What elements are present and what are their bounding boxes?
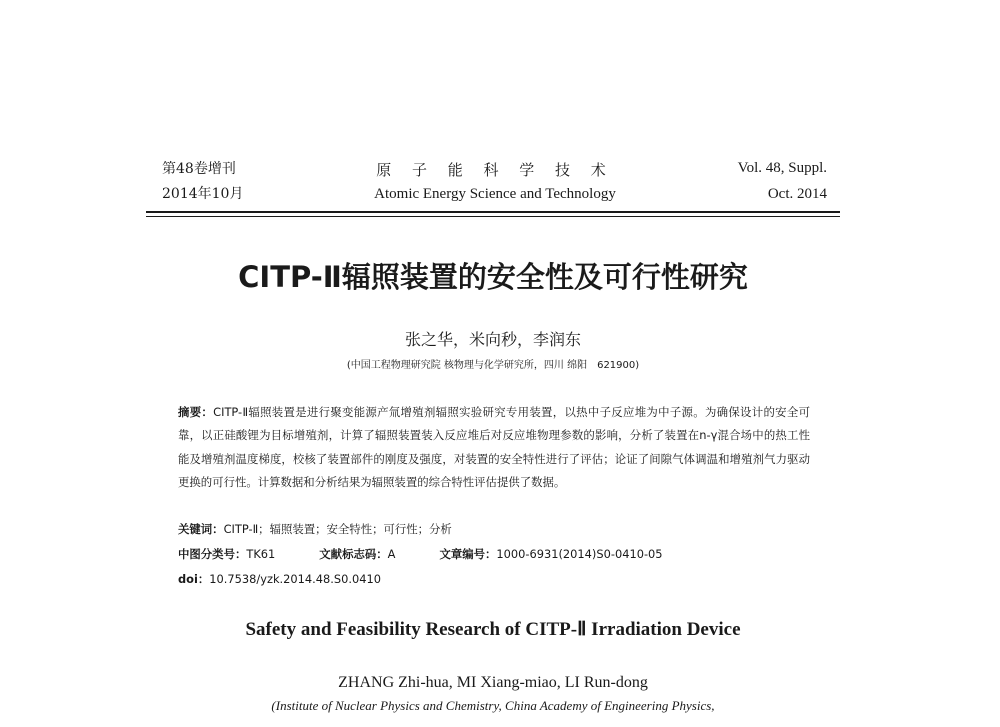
affiliation-en: (Institute of Nuclear Physics and Chemistry, China Academy of Engineering Physics, (271, 698, 715, 713)
date-cn: 2014年10月 (162, 186, 244, 202)
volume-en: Vol. 48, Suppl. (737, 160, 827, 176)
paper-title-cn: CITP-Ⅱ辐照装置的安全性及可行性研究 (238, 260, 748, 294)
article-no-label: 文章编号： (439, 547, 497, 561)
clc-value: TK61 (246, 547, 276, 561)
keywords-line (178, 521, 452, 537)
article-no-value: 1000-6931(2014)S0-0410-05 (496, 547, 663, 561)
doc-code-label: 文献标志码： (319, 547, 388, 561)
doi-value: 10.7538/yzk.2014.48.S0.0410 (209, 572, 381, 586)
affiliation-cn: (中国工程物理研究院 核物理与化学研究所，四川 绵阳 621900) (346, 360, 640, 371)
keywords-text: CITP-Ⅱ；辐照装置；安全特性；可行性；分析 (223, 522, 452, 536)
doi-label: doi： (178, 572, 210, 586)
doi-line (178, 571, 381, 587)
date-en: Oct. 2014 (767, 186, 827, 202)
authors-en: ZHANG Zhi-hua, MI Xiang-miao, LI Run-dong (338, 674, 648, 691)
classification-line (178, 546, 663, 562)
volume-cn: 第48卷增刊 (162, 161, 236, 177)
keywords-label: 关键词： (178, 522, 224, 536)
header-rule-thin (146, 216, 840, 217)
paper-title-en: Safety and Feasibility Research of CITP-Ⅱ Irradiation Device (245, 619, 741, 640)
doc-code-value: A (387, 547, 396, 561)
authors-cn: 张之华，米向秒，李润东 (404, 330, 581, 349)
journal-name-en: Atomic Energy Science and Technology (374, 186, 616, 202)
abstract-text: CITP-Ⅱ辐照装置是进行聚变能源产氚增殖剂辐照实验研究专用装置，以热中子反应堆为中子源。为确保设计的安全可靠，以正硅酸锂为目标增殖剂，计算了辐照装置装入反应堆后对反应堆物理参数的影响，分析了装置在n-γ混合场中的热工性能及增殖剂温度梯度，校核了装置部件的刚度及强度，对装置的安全特性进行了评估；论证了间隙气体调温和增殖剂气力驱动更换的可行性。计算数据和分析结果为辐照装置的综合特性评估提供了数据。 (178, 405, 810, 490)
abstract (178, 401, 810, 495)
journal-name-cn: 原 子 能 科 学 技 术 (376, 161, 614, 179)
clc-label: 中图分类号： (178, 547, 247, 561)
abstract-label: 摘要： (178, 405, 214, 419)
header-rule-thick (146, 211, 840, 213)
